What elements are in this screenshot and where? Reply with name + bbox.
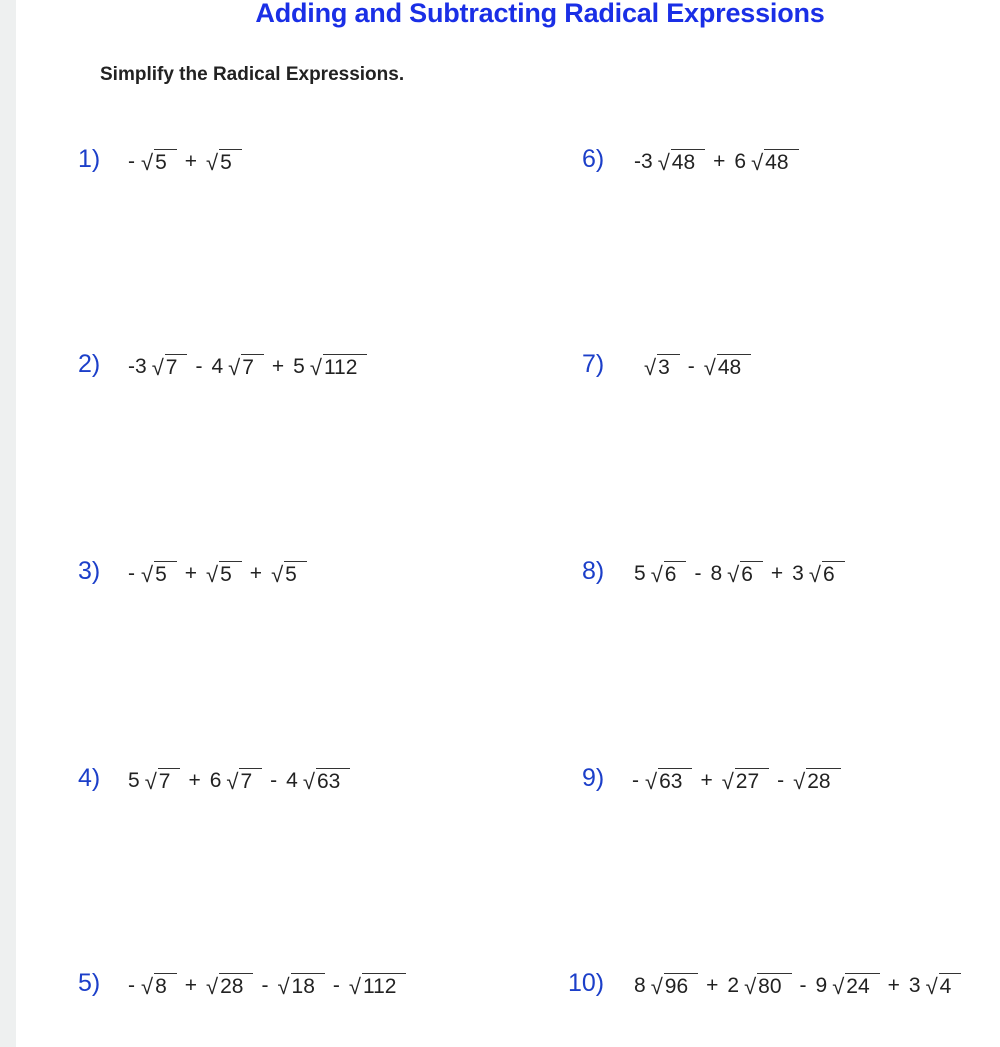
radicand: 7 [165, 354, 188, 379]
radical [727, 561, 763, 586]
radicand: 18 [291, 973, 325, 998]
radical-sign: √ [206, 974, 219, 1000]
radicand: 5 [219, 149, 242, 174]
worksheet-title: Adding and Subtracting Radical Expressions [255, 0, 825, 28]
radical [349, 973, 407, 998]
radical-sign: √ [141, 562, 154, 588]
problem-number: 4) [78, 764, 101, 792]
radical-sign: √ [151, 355, 164, 381]
radical-sign: √ [206, 150, 219, 176]
problem-number: 3) [78, 557, 101, 585]
problem-number: 7) [582, 350, 605, 378]
radicand: 6 [740, 561, 763, 586]
radicand: 6 [822, 561, 845, 586]
radicand: 112 [362, 973, 406, 998]
problem-expression [128, 973, 406, 998]
coefficient: 4 [211, 355, 224, 379]
radicand: 112 [323, 354, 367, 379]
radical-sign: √ [206, 562, 219, 588]
radical-sign: √ [751, 150, 764, 176]
radical [832, 973, 879, 998]
problem-expression [128, 768, 350, 793]
radical [658, 149, 705, 174]
radical [704, 354, 751, 379]
radical [226, 768, 262, 793]
radical [206, 149, 242, 174]
radical [303, 768, 350, 793]
radical-sign: √ [650, 562, 663, 588]
operator: - [777, 769, 785, 793]
radical [651, 973, 698, 998]
radicand: 6 [664, 561, 687, 586]
instruction-text: Simplify the Radical Expressions. [100, 64, 405, 85]
radicand: 7 [239, 768, 262, 793]
radical [793, 768, 840, 793]
radical-sign: √ [727, 562, 740, 588]
radical [228, 354, 264, 379]
coefficient: 8 [710, 562, 723, 586]
coefficient: 5 [634, 562, 646, 586]
radicand: 5 [154, 149, 177, 174]
radical-sign: √ [650, 974, 663, 1000]
coefficient: 5 [128, 769, 140, 793]
problem-number: 5) [78, 969, 101, 997]
problem-expression [644, 354, 751, 379]
radical-sign: √ [703, 355, 716, 381]
operator: + [184, 562, 198, 586]
radical [651, 561, 687, 586]
radicand: 63 [316, 768, 350, 793]
problem-number: 9) [582, 764, 605, 792]
problem-number: 10) [568, 969, 605, 997]
radicand: 24 [845, 973, 879, 998]
problem-number: 6) [582, 145, 605, 173]
operator: - [694, 562, 702, 586]
radical-sign: √ [925, 974, 938, 1000]
radicand: 48 [671, 149, 705, 174]
problem-expression [634, 149, 799, 174]
operator: - [687, 355, 695, 379]
radical-sign: √ [302, 769, 315, 795]
problem-number: 1) [78, 145, 101, 173]
radicand: 7 [241, 354, 264, 379]
radicand: 5 [154, 561, 177, 586]
radicand: 48 [764, 149, 798, 174]
coefficient: -3 [634, 150, 653, 174]
radical [206, 561, 242, 586]
radicand: 27 [735, 768, 769, 793]
radical-sign: √ [228, 355, 241, 381]
radical [141, 561, 177, 586]
problem-expression [128, 561, 307, 586]
radical [744, 973, 791, 998]
problem-expression [128, 149, 242, 174]
problem-number: 8) [582, 557, 605, 585]
radical-sign: √ [144, 769, 157, 795]
problem-expression [128, 354, 367, 379]
coefficient: -3 [128, 355, 147, 379]
radicand: 28 [806, 768, 840, 793]
operator: + [770, 562, 784, 586]
page-left-margin [0, 0, 16, 1047]
radical [141, 973, 177, 998]
radical-sign: √ [226, 769, 239, 795]
radical-sign: √ [277, 974, 290, 1000]
problem-number: 2) [78, 350, 101, 378]
operator: + [184, 974, 198, 998]
operator: + [184, 150, 198, 174]
operator: + [188, 769, 201, 793]
coefficient: 6 [734, 150, 747, 174]
radical [271, 561, 307, 586]
radicand: 5 [219, 561, 242, 586]
radical [751, 149, 798, 174]
radical [310, 354, 368, 379]
coefficient: 5 [293, 355, 305, 379]
radicand: 8 [154, 973, 177, 998]
leading-sign: - [128, 974, 135, 998]
radicand: 80 [757, 973, 791, 998]
radicand: 5 [284, 561, 307, 586]
radicand: 3 [657, 354, 680, 379]
problem-expression [632, 768, 841, 793]
problem-expression [634, 973, 961, 998]
operator: + [249, 562, 263, 586]
radicand: 63 [658, 768, 692, 793]
radical [809, 561, 845, 586]
radical-sign: √ [645, 769, 658, 795]
radical [644, 354, 680, 379]
radical-sign: √ [141, 150, 154, 176]
coefficient: 4 [286, 769, 298, 793]
radical [152, 354, 188, 379]
coefficient: 2 [727, 974, 740, 998]
coefficient: 3 [908, 974, 921, 998]
operator: - [270, 769, 278, 793]
operator: + [700, 769, 713, 793]
radical-sign: √ [657, 150, 670, 176]
coefficient: 6 [209, 769, 222, 793]
radicand: 96 [664, 973, 698, 998]
radicand: 4 [939, 973, 962, 998]
coefficient: 3 [792, 562, 804, 586]
leading-sign: - [128, 562, 135, 586]
operator: - [799, 974, 807, 998]
radical [722, 768, 769, 793]
radicand: 7 [158, 768, 181, 793]
operator: + [713, 150, 726, 174]
radical [277, 973, 324, 998]
operator: + [706, 974, 719, 998]
leading-sign: - [128, 150, 135, 174]
radical-sign: √ [808, 562, 821, 588]
radical-sign: √ [309, 355, 322, 381]
problem-expression [634, 561, 845, 586]
radical-sign: √ [644, 355, 657, 381]
radical-sign: √ [721, 769, 734, 795]
radical [145, 768, 181, 793]
radicand: 28 [219, 973, 253, 998]
radicand: 48 [717, 354, 751, 379]
radical [206, 973, 253, 998]
radical [645, 768, 692, 793]
radical-sign: √ [832, 974, 845, 1000]
radical [926, 973, 962, 998]
radical-sign: √ [348, 974, 361, 1000]
radical-sign: √ [744, 974, 757, 1000]
radical-sign: √ [141, 974, 154, 1000]
operator: - [332, 974, 340, 998]
radical [141, 149, 177, 174]
operator: - [195, 355, 203, 379]
radical-sign: √ [271, 562, 284, 588]
operator: + [271, 355, 285, 379]
leading-sign: - [632, 769, 639, 793]
operator: - [261, 974, 269, 998]
coefficient: 8 [634, 974, 646, 998]
coefficient: 9 [815, 974, 828, 998]
operator: + [887, 974, 900, 998]
radical-sign: √ [793, 769, 806, 795]
